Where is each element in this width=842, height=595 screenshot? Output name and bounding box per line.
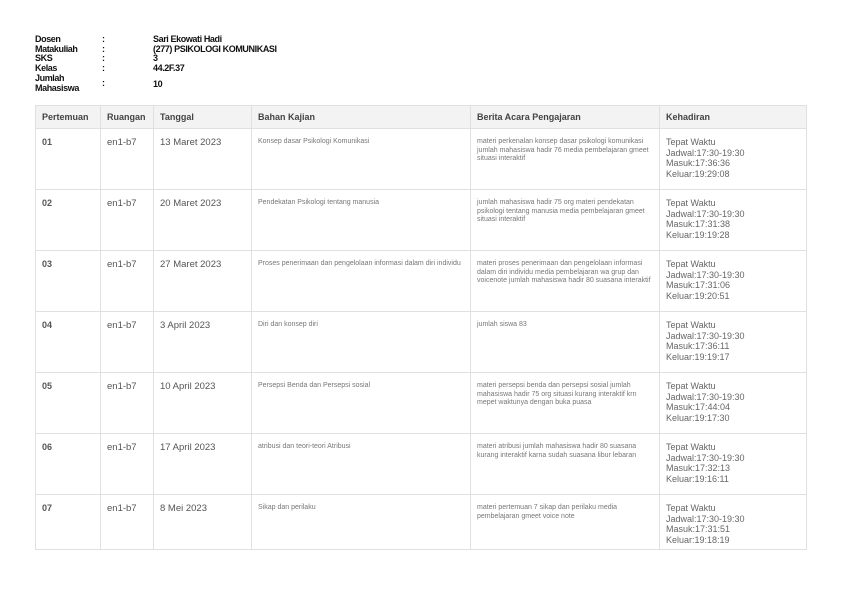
kehadiran-masuk: Masuk:17:36:11 [666, 341, 730, 351]
pertemuan-cell: 04 [36, 312, 101, 373]
kehadiran-keluar: Keluar:19:29:08 [666, 168, 730, 179]
tanggal-cell: 17 April 2023 [154, 434, 252, 495]
tanggal-cell: 20 Maret 2023 [154, 190, 252, 251]
kehadiran-keluar: Keluar:19:19:28 [666, 229, 730, 240]
kehadiran-cell [660, 434, 807, 495]
tanggal-cell: 3 April 2023 [154, 312, 252, 373]
berita-acara-cell: materi perkenalan konsep dasar psikologi komunikasi jumlah mahasiswa hadir 76 media pembelajaran gmeet situasi interaktif [471, 129, 660, 190]
tanggal-cell: 8 Mei 2023 [154, 495, 252, 550]
kehadiran-keluar: Keluar:19:18:19 [666, 534, 730, 545]
bahan-kajian-cell: atribusi dan teori-teori Atribusi [252, 434, 471, 495]
info-value: Sari Ekowati Hadi [153, 34, 222, 44]
table-row [36, 495, 807, 550]
bahan-kajian-cell: Diri dan konsep diri [252, 312, 471, 373]
table-row [36, 251, 807, 312]
berita-acara-cell: materi pertemuan 7 sikap dan perilaku media pembelajaran gmeet voice note [471, 495, 660, 550]
kehadiran-cell [660, 190, 807, 251]
table-row [36, 312, 807, 373]
kehadiran-cell [660, 495, 807, 550]
kehadiran-cell [660, 312, 807, 373]
kehadiran-masuk: Masuk:17:31:38 [666, 219, 731, 229]
table-row [36, 129, 807, 190]
ruangan-cell: en1-b7 [101, 312, 154, 373]
pertemuan-cell: 02 [36, 190, 101, 251]
kehadiran-status: Tepat Waktu [666, 381, 716, 391]
info-separator: : [102, 43, 105, 54]
tanggal-cell: 13 Maret 2023 [154, 129, 252, 190]
kehadiran-jadwal: Jadwal:17:30-19:30 [666, 391, 745, 402]
berita-acara-cell: materi proses penerimaan dan pengelolaan informasi dalam diri individu media pembelajaran wa grup dan voicenote jumlah mahasiswa hadir 80 suasana interaktif [471, 251, 660, 312]
ruangan-cell: en1-b7 [101, 251, 154, 312]
bahan-kajian-cell: Proses penerimaan dan pengelolaan informasi dalam diri individu [252, 251, 471, 312]
column-header-tanggal: Tanggal [154, 106, 252, 129]
kehadiran-masuk: Masuk:17:32:13 [666, 463, 731, 473]
bahan-kajian-cell: Konsep dasar Psikologi Komunikasi [252, 129, 471, 190]
bahan-kajian-cell: Pendekatan Psikologi tentang manusia [252, 190, 471, 251]
kehadiran-masuk: Masuk:17:31:06 [666, 280, 731, 290]
info-label: Dosen [35, 34, 61, 44]
kehadiran-status: Tepat Waktu [666, 503, 716, 513]
kehadiran-status: Tepat Waktu [666, 442, 716, 452]
tanggal-cell: 10 April 2023 [154, 373, 252, 434]
kehadiran-status: Tepat Waktu [666, 137, 716, 147]
info-label: SKS [35, 53, 53, 63]
kehadiran-jadwal: Jadwal:17:30-19:30 [666, 147, 745, 158]
table-row [36, 190, 807, 251]
kehadiran-cell [660, 251, 807, 312]
pertemuan-cell: 03 [36, 251, 101, 312]
column-header-pertemuan: Pertemuan [36, 106, 101, 129]
info-label: Kelas [35, 62, 58, 73]
pertemuan-cell: 05 [36, 373, 101, 434]
ruangan-cell: en1-b7 [101, 129, 154, 190]
kehadiran-jadwal: Jadwal:17:30-19:30 [666, 330, 745, 341]
kehadiran-jadwal: Jadwal:17:30-19:30 [666, 513, 745, 524]
info-separator: : [102, 34, 105, 44]
berita-acara-cell: materi atribusi jumlah mahasiswa hadir 80 suasana kurang interaktif karna sudah suasana libur lebaran [471, 434, 660, 495]
kehadiran-cell [660, 373, 807, 434]
kehadiran-status: Tepat Waktu [666, 198, 716, 208]
bahan-kajian-cell: Persepsi Benda dan Persepsi sosial [252, 373, 471, 434]
kehadiran-keluar: Keluar:19:17:30 [666, 412, 730, 423]
kehadiran-keluar: Keluar:19:20:51 [666, 290, 730, 301]
kehadiran-status: Tepat Waktu [666, 259, 716, 269]
ruangan-cell: en1-b7 [101, 373, 154, 434]
kehadiran-jadwal: Jadwal:17:30-19:30 [666, 208, 745, 219]
kehadiran-jadwal: Jadwal:17:30-19:30 [666, 452, 745, 463]
kehadiran-masuk: Masuk:17:36:36 [666, 158, 731, 168]
column-header-berita-acara: Berita Acara Pengajaran [471, 106, 660, 129]
info-separator: : [102, 78, 105, 88]
info-value: 3 [153, 53, 158, 63]
pertemuan-cell: 07 [36, 495, 101, 550]
info-value: 10 [153, 79, 163, 89]
table-header-row [36, 106, 807, 129]
kehadiran-keluar: Keluar:19:19:17 [666, 351, 730, 362]
column-header-kehadiran: Kehadiran [660, 106, 807, 129]
info-value: (277) PSIKOLOGI KOMUNIKASI [153, 43, 277, 54]
info-separator: : [102, 62, 105, 73]
kehadiran-status: Tepat Waktu [666, 320, 716, 330]
kehadiran-keluar: Keluar:19:16:11 [666, 473, 729, 484]
pertemuan-cell: 06 [36, 434, 101, 495]
ruangan-cell: en1-b7 [101, 434, 154, 495]
kehadiran-masuk: Masuk:17:44:04 [666, 402, 731, 412]
column-header-bahan-kajian: Bahan Kajian [252, 106, 471, 129]
column-header-ruangan: Ruangan [101, 106, 154, 129]
kehadiran-jadwal: Jadwal:17:30-19:30 [666, 269, 745, 280]
ruangan-cell: en1-b7 [101, 190, 154, 251]
info-label: Matakuliah [35, 43, 78, 54]
tanggal-cell: 27 Maret 2023 [154, 251, 252, 312]
bahan-kajian-cell: Sikap dan perilaku [252, 495, 471, 550]
info-separator: : [102, 53, 105, 63]
berita-acara-cell: jumlah mahasiswa hadir 75 org materi pendekatan psikologi tentang manusia media pembelajaran gmeet situasi interaktif [471, 190, 660, 251]
info-value: 44.2F.37 [153, 62, 185, 73]
info-label: Jumlah Mahasiswa [35, 73, 79, 93]
kehadiran-masuk: Masuk:17:31:51 [666, 524, 731, 534]
attendance-table [35, 105, 807, 550]
table-row [36, 434, 807, 495]
pertemuan-cell: 01 [36, 129, 101, 190]
berita-acara-cell: materi persepsi benda dan persepsi sosial jumlah mahasiswa hadir 75 org situasi kurang interaktif krn mepet waktunya dengan buka puasa [471, 373, 660, 434]
ruangan-cell: en1-b7 [101, 495, 154, 550]
table-row [36, 373, 807, 434]
berita-acara-cell: jumlah siswa 83 [471, 312, 660, 373]
kehadiran-cell [660, 129, 807, 190]
